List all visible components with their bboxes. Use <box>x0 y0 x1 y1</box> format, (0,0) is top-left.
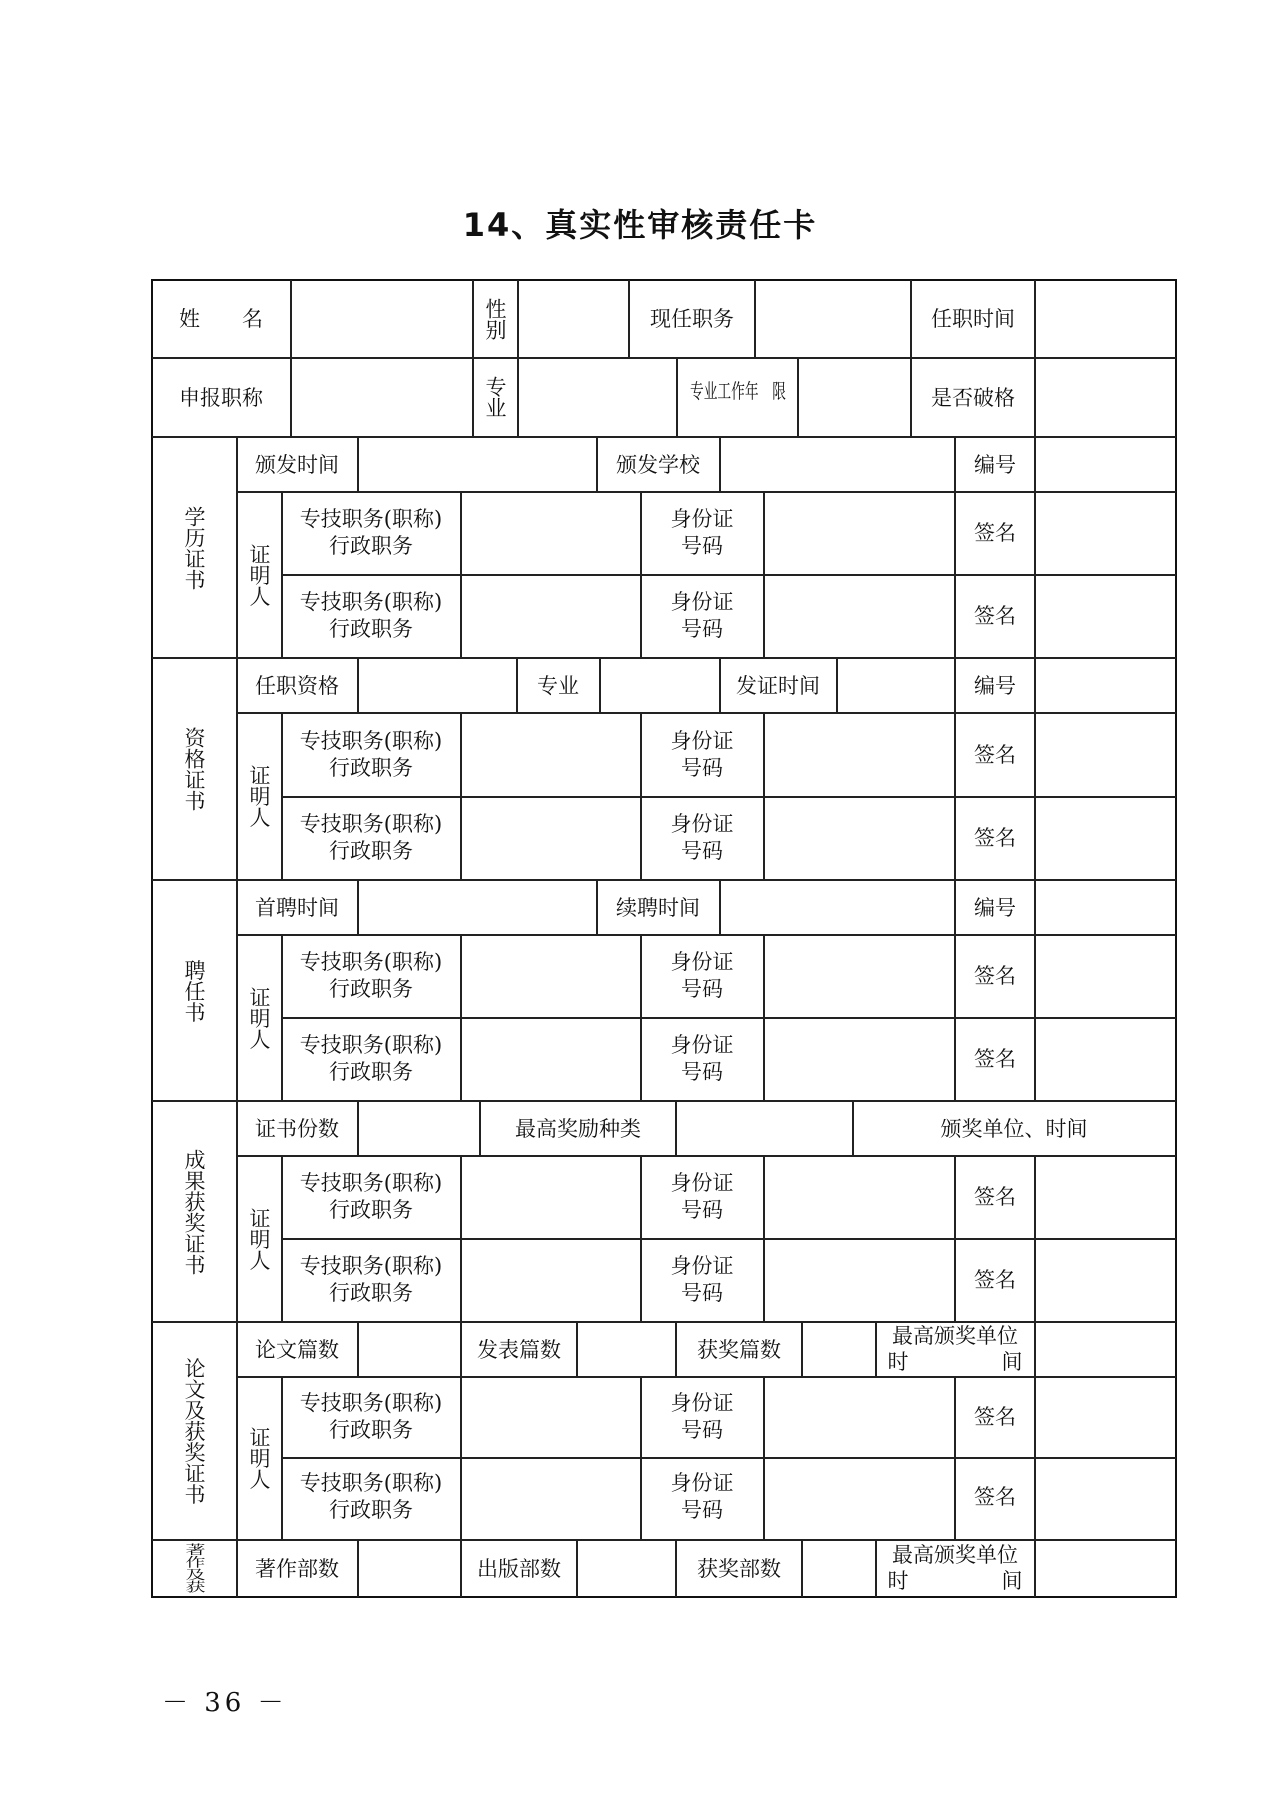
cert-date-label: 发证时间 <box>736 674 820 698</box>
sign-label: 签名 <box>974 1405 1016 1429</box>
current-post-label: 现任职务 <box>650 307 734 331</box>
post-label: 专技职务(职称) <box>299 950 443 974</box>
category-label: 著作及获 <box>182 1543 206 1623</box>
id-label: 号码 <box>681 1060 723 1084</box>
id-label: 号码 <box>681 1198 723 1222</box>
id-label: 身份证 <box>670 1391 734 1415</box>
post-label: 专技职务(职称) <box>299 507 443 531</box>
post-label: 行政职务 <box>329 977 413 1001</box>
id-label: 号码 <box>681 1281 723 1305</box>
post-label: 行政职务 <box>329 1281 413 1305</box>
awarded-works-label: 获奖部数 <box>697 1557 781 1581</box>
page-number: － 36 － <box>162 1688 288 1718</box>
post-label: 专技职务(职称) <box>299 1171 443 1195</box>
category-label: 聘任书 <box>182 959 206 1023</box>
published-count-label: 发表篇数 <box>477 1338 561 1362</box>
awarded-count-label: 获奖篇数 <box>697 1338 781 1362</box>
id-label: 身份证 <box>670 729 734 753</box>
id-label: 号码 <box>681 977 723 1001</box>
id-label: 身份证 <box>670 812 734 836</box>
witness-label: 证明人 <box>247 986 271 1050</box>
post-label: 行政职务 <box>329 756 413 780</box>
sign-label: 签名 <box>974 1185 1016 1209</box>
id-label: 号码 <box>681 756 723 780</box>
post-label: 专技职务(职称) <box>299 729 443 753</box>
sign-label: 签名 <box>974 743 1016 767</box>
post-label: 行政职务 <box>329 1198 413 1222</box>
category-label: 学历证书 <box>182 506 206 590</box>
id-label: 身份证 <box>670 590 734 614</box>
award-unit-time-label: 颁奖单位、时间 <box>940 1117 1088 1141</box>
works-section <box>182 1543 1023 1623</box>
sign-label: 签名 <box>974 826 1016 850</box>
major-label: 专业 <box>537 674 579 698</box>
issue-school-label: 颁发学校 <box>616 453 700 477</box>
first-hire-label: 首聘时间 <box>255 896 339 920</box>
issue-time-label: 颁发时间 <box>255 453 339 477</box>
post-label: 行政职务 <box>329 617 413 641</box>
sign-label: 签名 <box>974 521 1016 545</box>
id-label: 身份证 <box>670 507 734 531</box>
post-label: 行政职务 <box>329 1498 413 1522</box>
post-label: 专技职务(职称) <box>299 1391 443 1415</box>
post-label: 专技职务(职称) <box>299 590 443 614</box>
renewal-label: 续聘时间 <box>616 896 700 920</box>
gender-label: 性别 <box>483 298 507 340</box>
tenure-label: 任职时间 <box>931 307 1015 331</box>
id-label: 号码 <box>681 534 723 558</box>
witness-label: 证明人 <box>247 543 271 607</box>
sign-label: 签名 <box>974 604 1016 628</box>
id-label: 身份证 <box>670 1033 734 1057</box>
qualification-section <box>182 674 1016 863</box>
major-label: 专业 <box>483 376 507 418</box>
paper-count-label: 论文篇数 <box>255 1338 339 1362</box>
cert-count-label: 证书份数 <box>255 1117 339 1141</box>
sign-label: 签名 <box>974 1268 1016 1292</box>
page-title: 14、真实性审核责任卡 <box>462 206 818 244</box>
sign-label: 签名 <box>974 964 1016 988</box>
id-label: 号码 <box>681 617 723 641</box>
education-section <box>182 453 1016 641</box>
post-label: 专技职务(职称) <box>299 812 443 836</box>
declared-title-label: 申报职称 <box>179 386 263 410</box>
appointment-section <box>182 896 1016 1084</box>
category-label: 论文及获奖证书 <box>182 1357 206 1505</box>
top-award-unit-label: 最高颁奖单位 <box>892 1324 1018 1348</box>
achievement-section <box>182 1117 1088 1305</box>
number-label: 编号 <box>974 896 1016 920</box>
post-label: 专技职务(职称) <box>299 1471 443 1495</box>
id-label: 号码 <box>681 839 723 863</box>
category-label: 资格证书 <box>182 727 206 811</box>
witness-label: 证明人 <box>247 764 271 828</box>
top-award-time-label: 时 <box>887 1350 909 1374</box>
top-award-time-label: 间 <box>1001 1350 1023 1374</box>
exceptional-label: 是否破格 <box>931 386 1015 410</box>
top-award-type-label: 最高奖励种类 <box>515 1117 641 1141</box>
sign-label: 签名 <box>974 1485 1016 1509</box>
post-label: 行政职务 <box>329 1060 413 1084</box>
id-label: 号码 <box>681 1418 723 1442</box>
work-years-label: 专业工作年 限 <box>690 379 786 403</box>
works-count-label: 著作部数 <box>255 1557 339 1581</box>
id-label: 身份证 <box>670 950 734 974</box>
category-label: 成果获奖证书 <box>182 1149 206 1275</box>
id-label: 号码 <box>681 1498 723 1522</box>
post-label: 行政职务 <box>329 839 413 863</box>
id-label: 身份证 <box>670 1171 734 1195</box>
id-label: 身份证 <box>670 1471 734 1495</box>
sign-label: 签名 <box>974 1047 1016 1071</box>
post-label: 专技职务(职称) <box>299 1254 443 1278</box>
qualification-label: 任职资格 <box>255 674 339 698</box>
number-label: 编号 <box>974 674 1016 698</box>
top-award-unit-label: 最高颁奖单位 <box>892 1543 1018 1567</box>
post-label: 行政职务 <box>329 534 413 558</box>
post-label: 专技职务(职称) <box>299 1033 443 1057</box>
top-award-time-label: 时 <box>887 1569 909 1593</box>
witness-label: 证明人 <box>247 1207 271 1271</box>
number-label: 编号 <box>974 453 1016 477</box>
name-label: 姓 名 <box>179 307 263 331</box>
id-label: 身份证 <box>670 1254 734 1278</box>
witness-label: 证明人 <box>247 1426 271 1490</box>
top-award-time-label: 间 <box>1001 1569 1023 1593</box>
paper-section <box>182 1324 1023 1522</box>
post-label: 行政职务 <box>329 1418 413 1442</box>
published-works-label: 出版部数 <box>477 1557 561 1581</box>
